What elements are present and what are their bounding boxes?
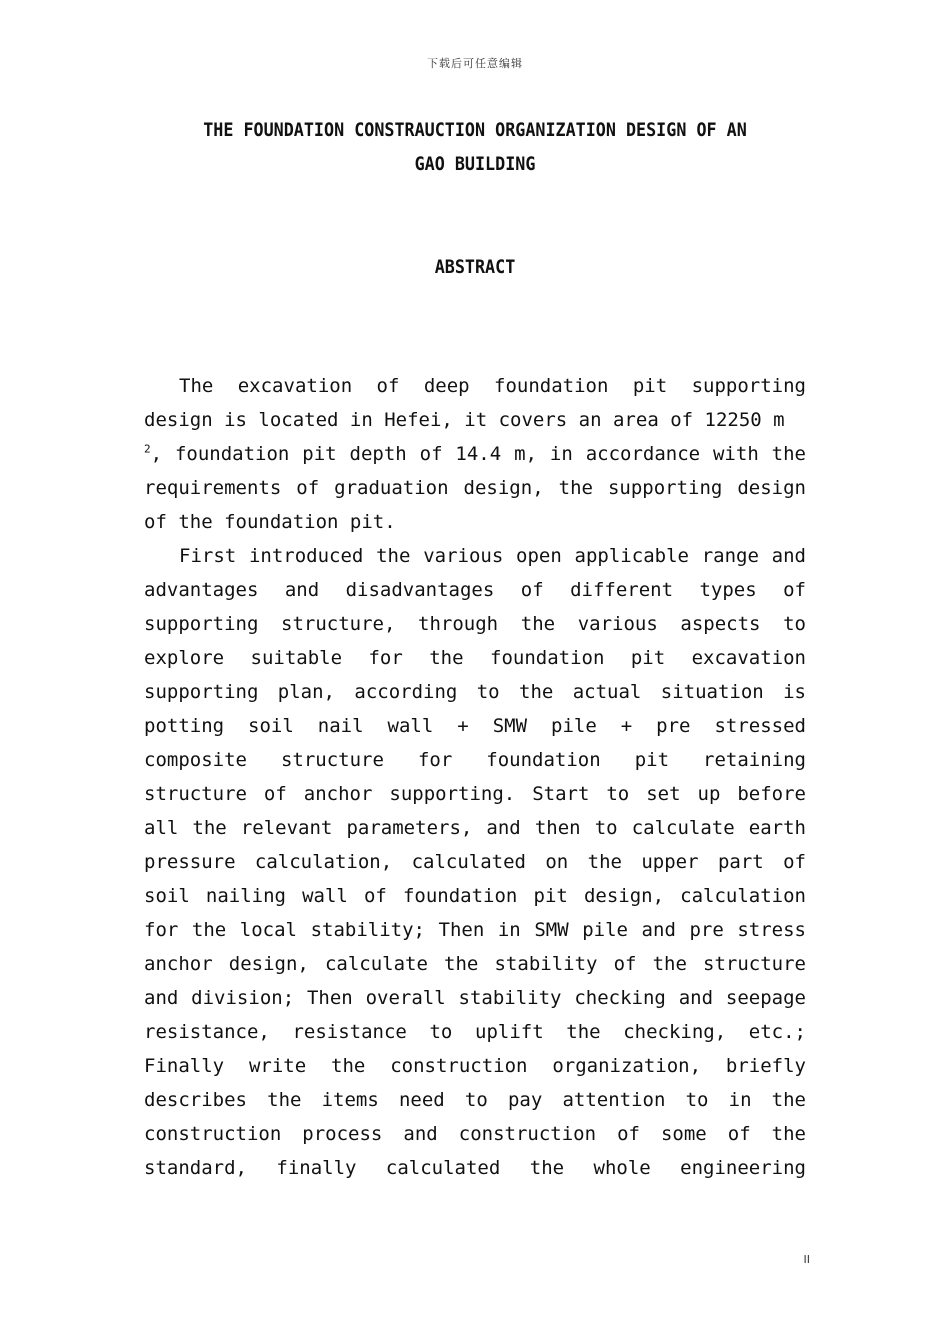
- abstract-paragraph-2: First introduced the various open applicable range and advantages and disadvantages of different types of supporting structure, through the various aspects to explore suitable for the foundation pit excavation supporting plan, according to the actual situation is potting soil nail wall + SMW pile + pre stressed composite structure for foundation pit retaining structure of anchor supporting. Start to set up before all the relevant parameters, and then to calculate earth pressure calculation, calculated on the upper part of soil nailing wall of foundation pit design, calculation for the local stability; Then in SMW pile and pre stress anchor design, calculate the stability of the structure and division; Then overall stability checking and seepage resistance, resistance to uplift the checking, etc.; Finally write the construction organization, briefly describes the items need to pay attention to in the construction process and construction of some of the standard, finally calculated the whole engineering: [144, 545, 806, 1179]
- page-header-note: 下载后可任意编辑: [427, 57, 523, 70]
- abstract-heading: ABSTRACT: [434, 256, 516, 278]
- abstract-paragraph-1: [144, 369, 806, 539]
- document-title: [163, 113, 788, 181]
- paragraph-1-text-a: The excavation of deep foundation pit supporting design is located in Hefei, it covers an area of 12250 m: [144, 375, 806, 431]
- paragraph-1-text-b: , foundation pit depth of 14.4 m, in accordance with the requirements of graduation design, the supporting design of the foundation pit.: [144, 443, 806, 533]
- page-number: II: [803, 1253, 810, 1266]
- abstract-body: [144, 369, 806, 1185]
- area-unit-superscript: 2: [144, 442, 151, 456]
- title-line-1: THE FOUNDATION CONSTRAUCTION ORGANIZATION DESIGN OF AN: [203, 119, 747, 141]
- title-line-2: GAO BUILDING: [414, 153, 536, 175]
